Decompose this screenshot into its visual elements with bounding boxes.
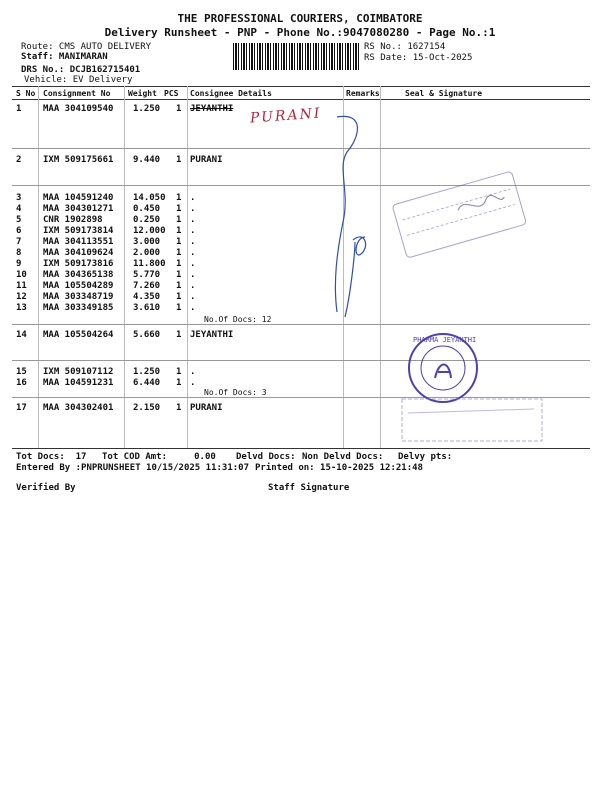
rs-date: RS Date: 15-Oct-2025	[364, 53, 473, 63]
company-name: THE PROFESSIONAL COURIERS, COIMBATORE	[177, 12, 423, 25]
verified-by: Verified By	[16, 483, 76, 493]
header-bottom-rule	[12, 99, 590, 100]
row-sno: 7	[16, 237, 22, 247]
row-sno: 9	[16, 259, 22, 269]
row-consignee: .	[190, 270, 196, 280]
row-weight: 11.800	[133, 259, 166, 269]
row-sno: 15	[16, 367, 27, 377]
row-pcs: 1	[176, 226, 182, 236]
non-delivered-docs: Non Delvd Docs:	[302, 452, 384, 462]
row-sno: 13	[16, 303, 27, 313]
row-divider	[12, 148, 590, 149]
row-sno: 14	[16, 330, 27, 340]
row-consignment: MAA 304365138	[43, 270, 114, 280]
row-consignee: .	[190, 378, 196, 388]
row-consignment: MAA 303349185	[43, 303, 114, 313]
row-pcs: 1	[176, 403, 182, 413]
row-pcs: 1	[176, 367, 182, 377]
signature-scribble	[325, 112, 385, 327]
row-consignee: .	[190, 204, 196, 214]
row-pcs: 1	[176, 193, 182, 203]
row-consignee: .	[190, 259, 196, 269]
row-pcs: 1	[176, 378, 182, 388]
delivered-docs: Delvd Docs:	[236, 452, 296, 462]
group-doc-count: No.Of Docs: 3	[204, 388, 267, 397]
row-weight: 7.260	[133, 281, 161, 291]
total-cod-amount: Tot COD Amt: 0.00	[102, 452, 216, 462]
staff-signature: Staff Signature	[268, 483, 350, 493]
row-pcs: 1	[176, 248, 182, 258]
row-weight: 0.450	[133, 204, 161, 214]
row-consignment: IXM 509107112	[43, 367, 114, 377]
row-consignment: CNR 1902898	[43, 215, 103, 225]
row-weight: 2.150	[133, 403, 161, 413]
row-weight: 14.050	[133, 193, 166, 203]
company-stamp-icon	[390, 162, 530, 272]
row-consignee: .	[190, 303, 196, 313]
row-weight: 3.610	[133, 303, 161, 313]
row-weight: 0.250	[133, 215, 161, 225]
col-remarks: Remarks	[346, 89, 380, 98]
row-weight: 6.440	[133, 378, 161, 388]
col-seal: Seal & Signature	[405, 89, 483, 98]
col-consignee: Consignee Details	[190, 89, 272, 98]
row-pcs: 1	[176, 104, 182, 114]
row-consignee: .	[190, 292, 196, 302]
row-consignment: MAA 105504264	[43, 330, 114, 340]
row-consignment: MAA 304302401	[43, 403, 114, 413]
row-weight: 3.000	[133, 237, 161, 247]
row-consignment: MAA 304113551	[43, 237, 114, 247]
col-weight: Weight	[128, 89, 157, 98]
row-weight: 1.250	[133, 104, 161, 114]
row-weight: 4.350	[133, 292, 161, 302]
row-consignee: PURANI	[190, 155, 223, 165]
faded-stamp-icon	[398, 395, 546, 447]
col-divider	[38, 86, 39, 448]
row-consignee: JEYANTHI	[190, 330, 234, 340]
row-sno: 8	[16, 248, 22, 258]
row-divider	[12, 324, 590, 325]
row-sno: 3	[16, 193, 22, 203]
row-consignee: .	[190, 193, 196, 203]
row-consignee: .	[190, 237, 196, 247]
row-weight: 5.770	[133, 270, 161, 280]
row-pcs: 1	[176, 155, 182, 165]
barcode-image	[233, 43, 361, 70]
col-sno: S No	[16, 89, 36, 98]
entered-by: Entered By :PNPRUNSHEET 10/15/2025 11:31:07	[16, 463, 249, 473]
row-weight: 2.000	[133, 248, 161, 258]
row-consignee: .	[190, 215, 196, 225]
row-consignee: PURANI	[190, 403, 223, 413]
row-consignment: IXM 509173816	[43, 259, 114, 269]
row-sno: 1	[16, 104, 22, 114]
row-weight: 9.440	[133, 155, 161, 165]
row-sno: 12	[16, 292, 27, 302]
row-consignment: IXM 509175661	[43, 155, 114, 165]
row-sno: 2	[16, 155, 22, 165]
row-sno: 4	[16, 204, 22, 214]
row-consignee: .	[190, 367, 196, 377]
staff-label: Staff: MANIMARAN	[21, 52, 108, 62]
row-pcs: 1	[176, 330, 182, 340]
row-sno: 11	[16, 281, 27, 291]
row-pcs: 1	[176, 215, 182, 225]
row-pcs: 1	[176, 281, 182, 291]
col-divider	[124, 86, 125, 448]
row-weight: 5.660	[133, 330, 161, 340]
row-pcs: 1	[176, 259, 182, 269]
row-consignment: MAA 304109624	[43, 248, 114, 258]
rs-number: RS No.: 1627154	[364, 42, 446, 52]
row-sno: 10	[16, 270, 27, 280]
row-divider	[12, 360, 590, 361]
drs-number: DRS No.: DCJB162715401	[21, 65, 141, 75]
col-consignment: Consignment No	[43, 89, 111, 98]
route-label: Route: CMS AUTO DELIVERY	[21, 42, 152, 52]
row-consignee: .	[190, 226, 196, 236]
row-consignment: MAA 304109540	[43, 104, 114, 114]
row-sno: 5	[16, 215, 22, 225]
table-bottom-rule	[12, 448, 590, 449]
handwritten-name: PURANI	[249, 105, 322, 127]
row-consignment: MAA 104591240	[43, 193, 114, 203]
row-consignment: MAA 304301271	[43, 204, 114, 214]
vehicle-label: Vehicle: EV Delivery	[24, 75, 133, 85]
row-consignee: JEYANTHI	[190, 104, 234, 114]
row-pcs: 1	[176, 303, 182, 313]
row-consignee: .	[190, 248, 196, 258]
row-consignment: IXM 509173814	[43, 226, 114, 236]
header-top-rule	[12, 86, 590, 87]
total-docs: Tot Docs: 17	[16, 452, 87, 462]
row-sno: 16	[16, 378, 27, 388]
row-weight: 12.000	[133, 226, 166, 236]
row-pcs: 1	[176, 237, 182, 247]
delivery-points: Delvy pts:	[398, 452, 453, 462]
col-pcs: PCS	[164, 89, 179, 98]
row-consignment: MAA 303348719	[43, 292, 114, 302]
row-weight: 1.250	[133, 367, 161, 377]
group-doc-count: No.Of Docs: 12	[204, 315, 272, 324]
row-pcs: 1	[176, 204, 182, 214]
row-sno: 6	[16, 226, 22, 236]
row-pcs: 1	[176, 292, 182, 302]
row-consignment: MAA 104591231	[43, 378, 114, 388]
row-consignment: MAA 105504289	[43, 281, 114, 291]
runsheet-title: Delivery Runsheet - PNP - Phone No.:9047080280 - Page No.:1	[104, 26, 496, 39]
col-divider	[187, 86, 188, 448]
stamp-text: PHARMA JEYANTHI	[413, 336, 477, 344]
row-sno: 17	[16, 403, 27, 413]
printed-on: Printed on: 15-10-2025 12:21:48	[255, 463, 423, 473]
row-consignee: .	[190, 281, 196, 291]
row-pcs: 1	[176, 270, 182, 280]
